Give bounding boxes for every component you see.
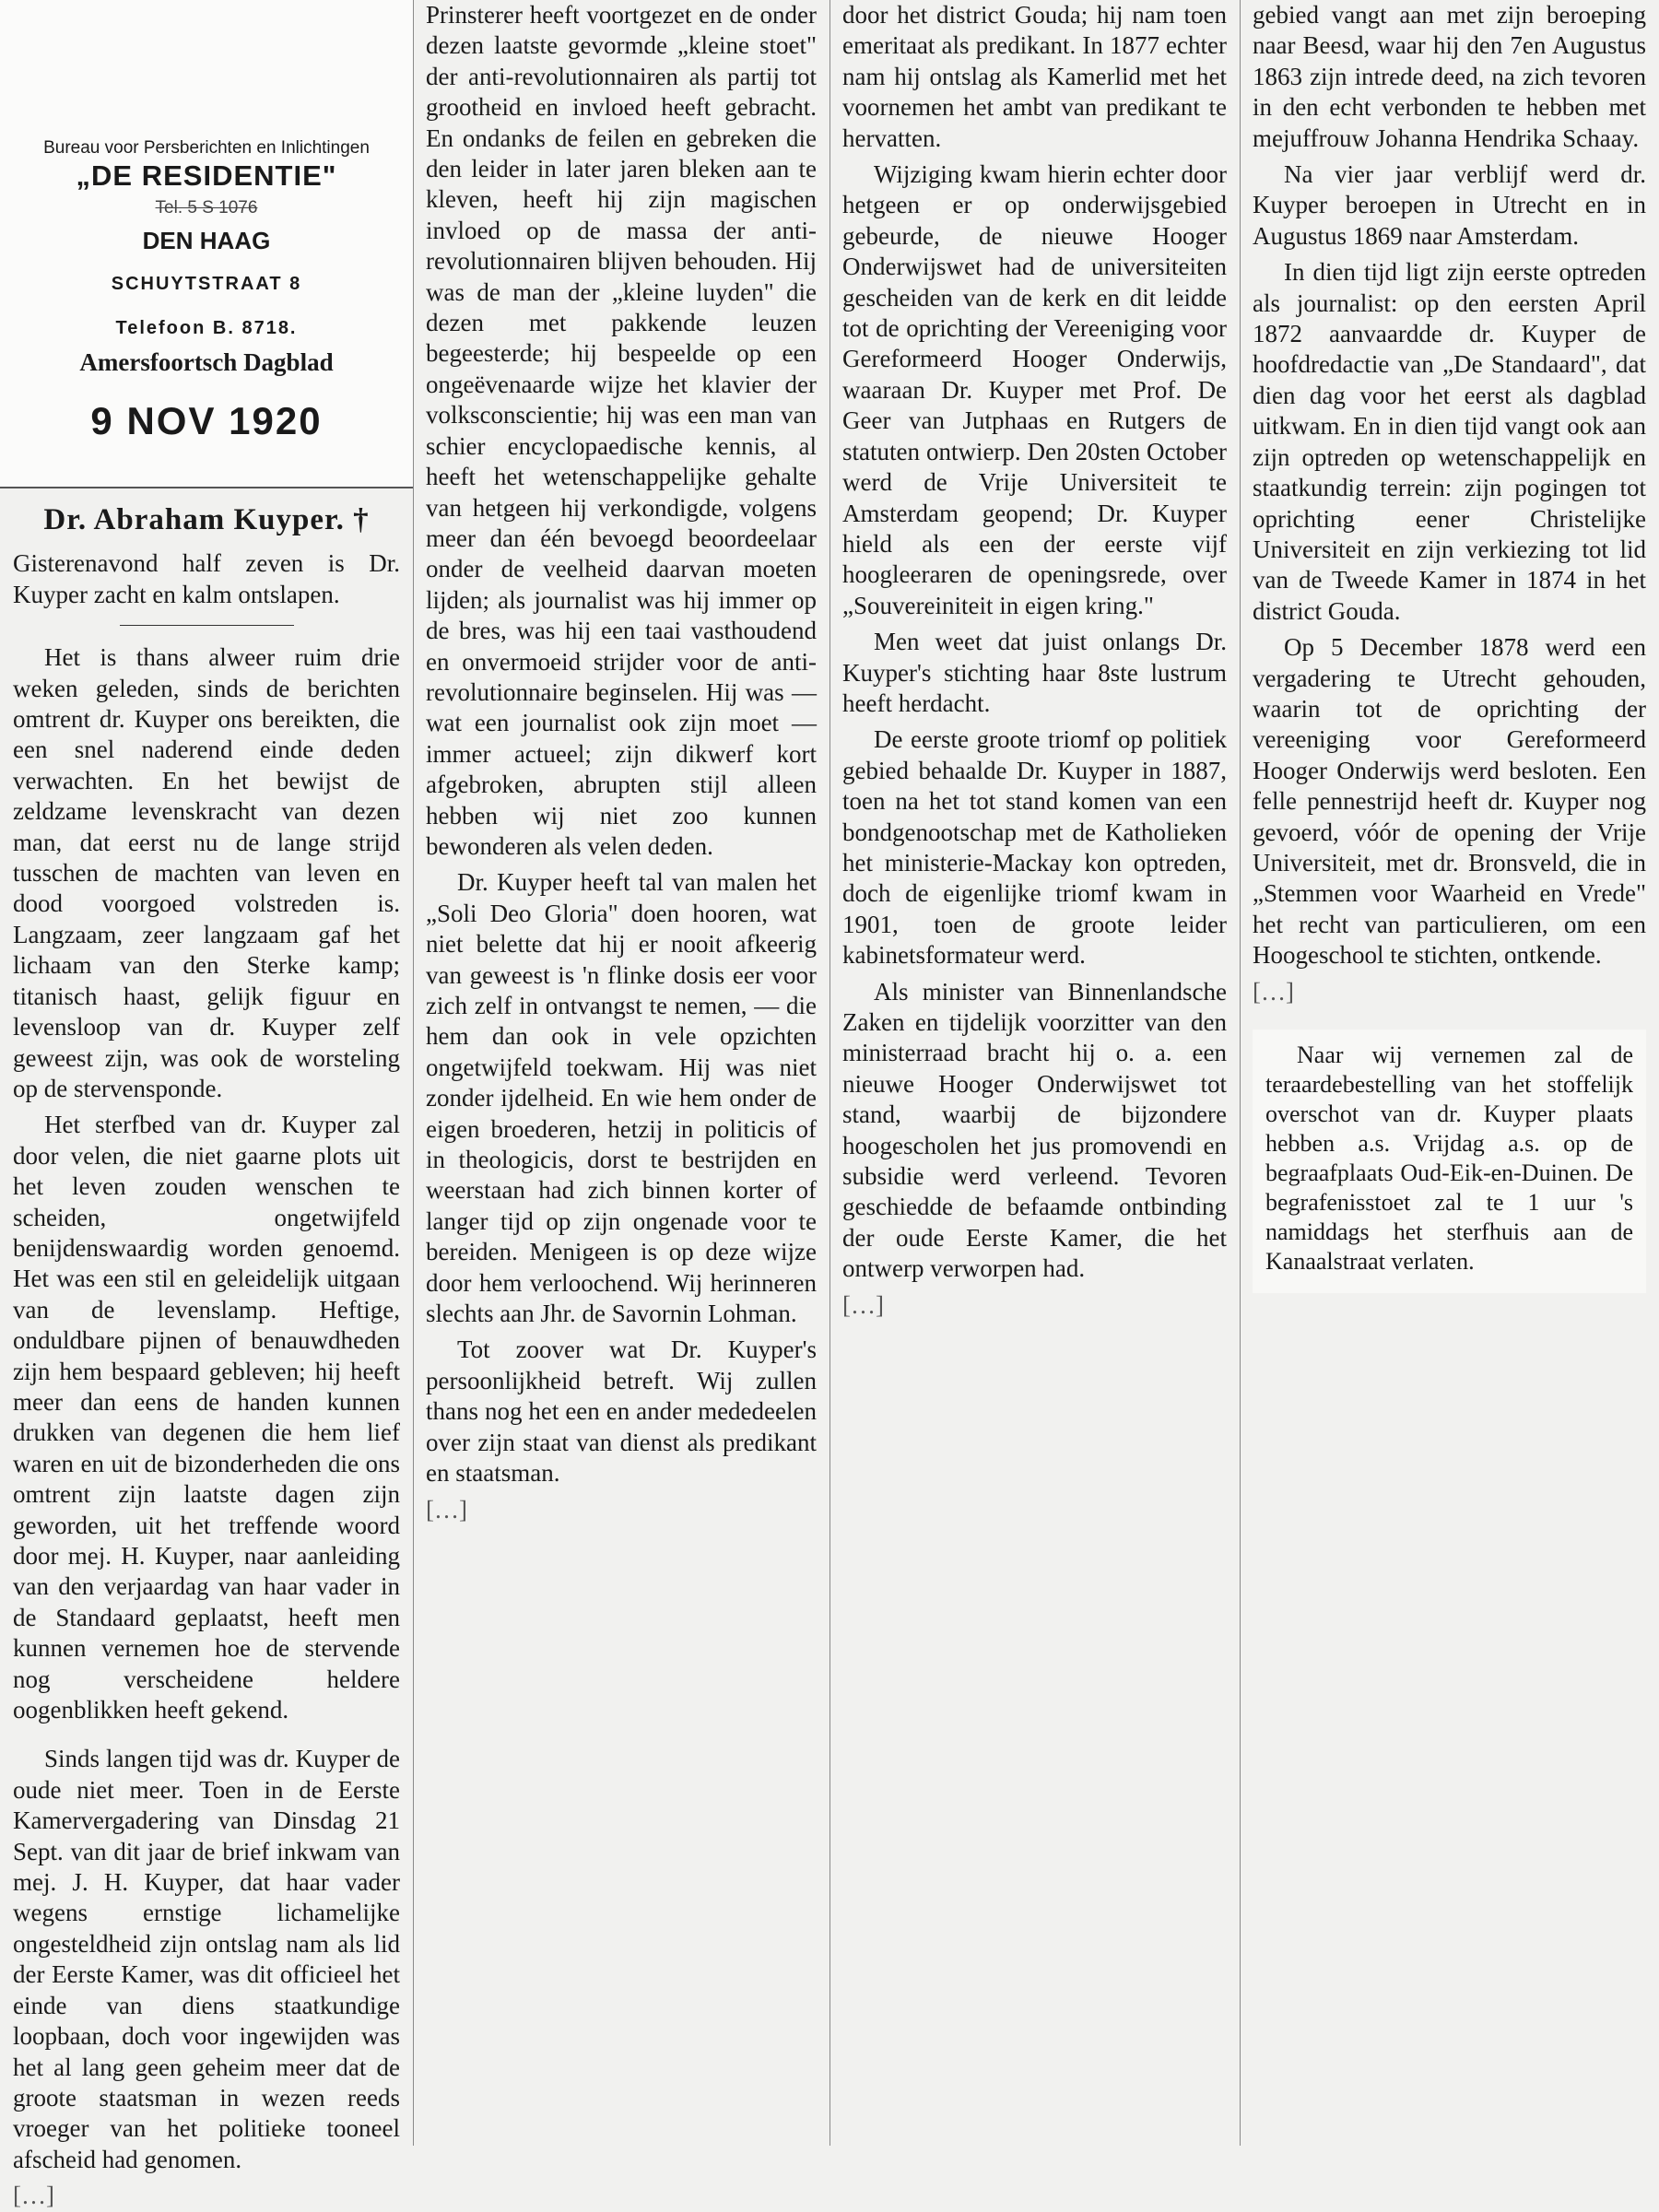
continuation-marker: […] [842,1290,884,1319]
article-lead: Gisterenavond half zeven is Dr. Kuyper zacht en kalm ontslapen. [13,549,400,608]
paragraph: Na vier jaar verblijf werd dr. Kuyper beroepen in Utrecht en in Augustus 1869 naar Amsterdam. [1253,160,1646,250]
press-bureau-stamp [0,0,413,488]
stamp-bureau: Bureau voor Persberichten en Inlichtingen [43,138,370,158]
paragraph: Wijziging kwam hierin echter door hetgeen er op onderwijsgebied gebeurde, de nieuwe Hooger Onderwijswet had de universiteiten gescheiden van de kerk en dit leidde tot de oprichting der Vereeniging voor Gereformeerd Hooger Onderwijs, waaraan Dr. Kuyper met Prof. De Geer van Jutphaas en Rutgers de statuten ontwierp. Den 20sten October werd de Vrije Universiteit te Amsterdam geopend; Dr. Kuyper hield als een der eerste vijf hoogleeraren de openingsrede, over „Souvereiniteit in eigen kring." [842,160,1227,619]
continuation-marker: […] [426,1495,467,1524]
funeral-notice-text: Naar wij vernemen zal de teraardebestelling van het stoffelijk overschot van dr. Kuyper plaats hebben a.s. Vrijdag a.s. op de begraafplaats Oud-Eik-en-Duinen. De begrafenisstoet zal te 1 uur 's namiddags het sterfhuis aan de Kanaalstraat verlaten. [1265,1041,1633,1275]
continuation-marker: […] [13,2182,54,2210]
paragraph: De eerste groote triomf op politiek gebied behaalde Dr. Kuyper in 1887, toen na het tot stand komen van een bondgenootschap met de Katholieken het ministerie-Mackay kon optreden, doch de eigenlijke triomf kwam in 1901, toen de groote leider kabinetsformateur werd. [842,725,1227,970]
stamp-name: „DE RESIDENTIE" [76,159,337,192]
paragraph: Op 5 December 1878 werd een vergadering te Utrecht gehouden, waarin tot de oprichting der vereeniging voor Gereformeerd Hooger Onderwijs werd besloten. Een felle pennestrijd heeft dr. Kuyper nog gevoerd, vóór de opening der Vrije Universiteit, met dr. Bronsveld, die in „Stemmen voor Waarheid en Vrede" het recht van particulieren, om een Hoogeschool te stichten, ontkende. [1253,633,1646,970]
stamp-street: SCHUYTSTRAAT 8 [111,274,302,295]
paragraph: Prinsterer heeft voortgezet en de onder dezen laatste gevormde „kleine stoet" der anti-revolutionnairen als partij tot grootheid en invloed heeft gebracht. En ondanks de feilen en gebreken die den leider in later jaren bleken aan te kleven, heeft hij zijn magischen invloed op de massa der anti-revolutionnairen blijven behouden. Hij was de man der „kleine luyden" die dezen met pakkende leuzen begeesterde; hij bespeelde op een ongeëvenaarde wijze het klavier der volksconscientie; hij was een man van schier encyclopaedische kennis, al heeft het wetenschappelijke gehalte van hetgeen hij verkondigde, volgens meer dan één bevoegd beoordeelaar onder de veelheid daarvan moeten lijden; als journalist was hij immer op de bres, was hij een taai vasthoudend en onvermoeid strijder voor de anti-revolutionnaire beginselen. Hij was — wat een journalist ook zijn moet — immer actueel; zijn dikwerf kort afgebroken, abrupten stijl alleen hebben wij niet zoo kunnen bewonderen als velen deden. [426,1,817,860]
column-3 [830,0,1240,2146]
paragraph: Tot zoover wat Dr. Kuyper's persoonlijkheid betreft. Wij zullen thans nog het een en ander mededeelen over zijn staat van dienst als predikant en staatsman. [426,1335,817,1488]
paragraph: door het district Gouda; hij nam toen emeritaat als predikant. In 1877 echter nam hij ontslag als Kamerlid met het voornemen het ambt van predikant te hervatten. [842,1,1227,152]
separator-rule [120,625,294,626]
paragraph: gebied vangt aan met zijn beroeping naar Beesd, waar hij den 7en Augustus 1863 zijn intrede deed, na zich tevoren in den echt verbonden te hebben met mejuffrouw Johanna Hendrika Schaay. [1253,1,1646,152]
stamp-telephone: Tel. 5 S 1076 [155,198,258,218]
paragraph: In dien tijd ligt zijn eerste optreden als journalist: op den eersten April 1872 aanvaardde dr. Kuyper de hoofdredactie van „De Standaard", dat dien dag voor het eerst als dagblad uitkwam. En in dien tijd vangt ook aan zijn optreden op wetenschappelijk en staatkundig terrein: zijn pogingen tot oprichting eener Christelijke Universiteit en zijn verkiezing tot lid van de Tweede Kamer in 1874 in het district Gouda. [1253,258,1646,625]
funeral-notice [1253,1030,1646,1293]
paragraph: Het is thans alweer ruim drie weken geleden, sinds de berichten omtrent dr. Kuyper ons bereikten, die een snel naderend einde deden verwachten. En het bewijst de zeldzame levenskracht van dezen man, dat eerst nu de lange strijd tusschen de machten van leven en dood voorgoed volstreden is. Langzaam, zeer langzaam gaf het lichaam van den Sterke kamp; titanisch haast, gelijk figuur en levensloop van dr. Kuyper zelf geweest zijn, was ook de worsteling op de stervensponde. [13,643,400,1102]
paragraph: Het sterfbed van dr. Kuyper zal door velen, die niet gaarne plots uit het leven zouden wenschen te scheiden, ongetwijfeld benijdenswaardig worden genoemd. Het was een stil en geleidelijk uitgaan van de levenslamp. Heftige, onduldbare pijnen of benauwdheden zijn hem bespaard gebleven; hij heeft meer dan eens de handen kunnen drukken van degenen die hem lief waren en uit de bizonderheden die ons omtrent zijn laatste dagen zijn geworden, uit het treffende woord door mej. H. Kuyper, naar aanleiding van den verjaardag van haar vader in de Standaard geplaatst, heeft men kunnen vernemen hoe de stervende nog verscheidene heldere oogenblikken heeft gekend. [13,1111,400,1724]
stamp-date: 9 NOV 1920 [90,399,323,443]
column-4 [1240,0,1659,2146]
paragraph: Sinds langen tijd was dr. Kuyper de oude niet meer. Toen in de Eerste Kamervergadering van Dinsdag 21 Sept. van dit jaar de brief inkwam van mej. J. H. Kuyper, dat haar vader wegens ernstige lichamelijke ongesteldheid zijn ontslag nam als lid der Eerste Kamer, was dit officieel het einde van diens staatkundige loopbaan, doch voor ingewijden was het al lang geen geheim meer dat de groote staatsman in wezen reeds vroeger van het politieke tooneel afscheid had genomen. [13,1745,400,2173]
article-headline: Dr. Abraham Kuyper. † [43,503,370,536]
paragraph: Men weet dat juist onlangs Dr. Kuyper's stichting haar 8ste lustrum heeft herdacht. [842,628,1227,717]
column-2 [413,0,830,2146]
stamp-city: DEN HAAG [142,226,271,254]
stamp-newspaper: Amersfoortsch Dagblad [79,348,334,377]
paragraph: Als minister van Binnenlandsche Zaken en tijdelijk voorzitter van den ministerraad bracht hij o. a. een nieuwe Hooger Onderwijswet tot stand, waarbij de bijzondere hoogescholen het jus promovendi en subsidie werd verleend. Tevoren geschiedde de befaamde ontbinding der oude Eerste Kamer, die het ontwerp verworpen had. [842,977,1227,1283]
stamp-telephone-2: Telefoon B. 8718. [115,317,298,338]
paragraph: Dr. Kuyper heeft tal van malen het „Soli Deo Gloria" doen hooren, wat niet belette dat hij er nooit afkeerig van geweest is 'n flinke dosis eer voor zich zelf in ontvangst te nemen, — die hem dan ook in vele opzichten ongetwijfeld toekwam. Hij was niet zonder ijdelheid. En wie hem onder de eigen broederen, hetzij in politicis of in theologicis, dorst te bestrijden en weerstaan had zich binnen korter of langer tijd op zijn ongenade voor te bereiden. Menigeen is op deze wijze door hem verloochend. Wij herinneren slechts aan Jhr. de Savornin Lohman. [426,868,817,1328]
column-1 [0,0,413,2210]
continuation-marker: […] [1253,977,1294,1006]
